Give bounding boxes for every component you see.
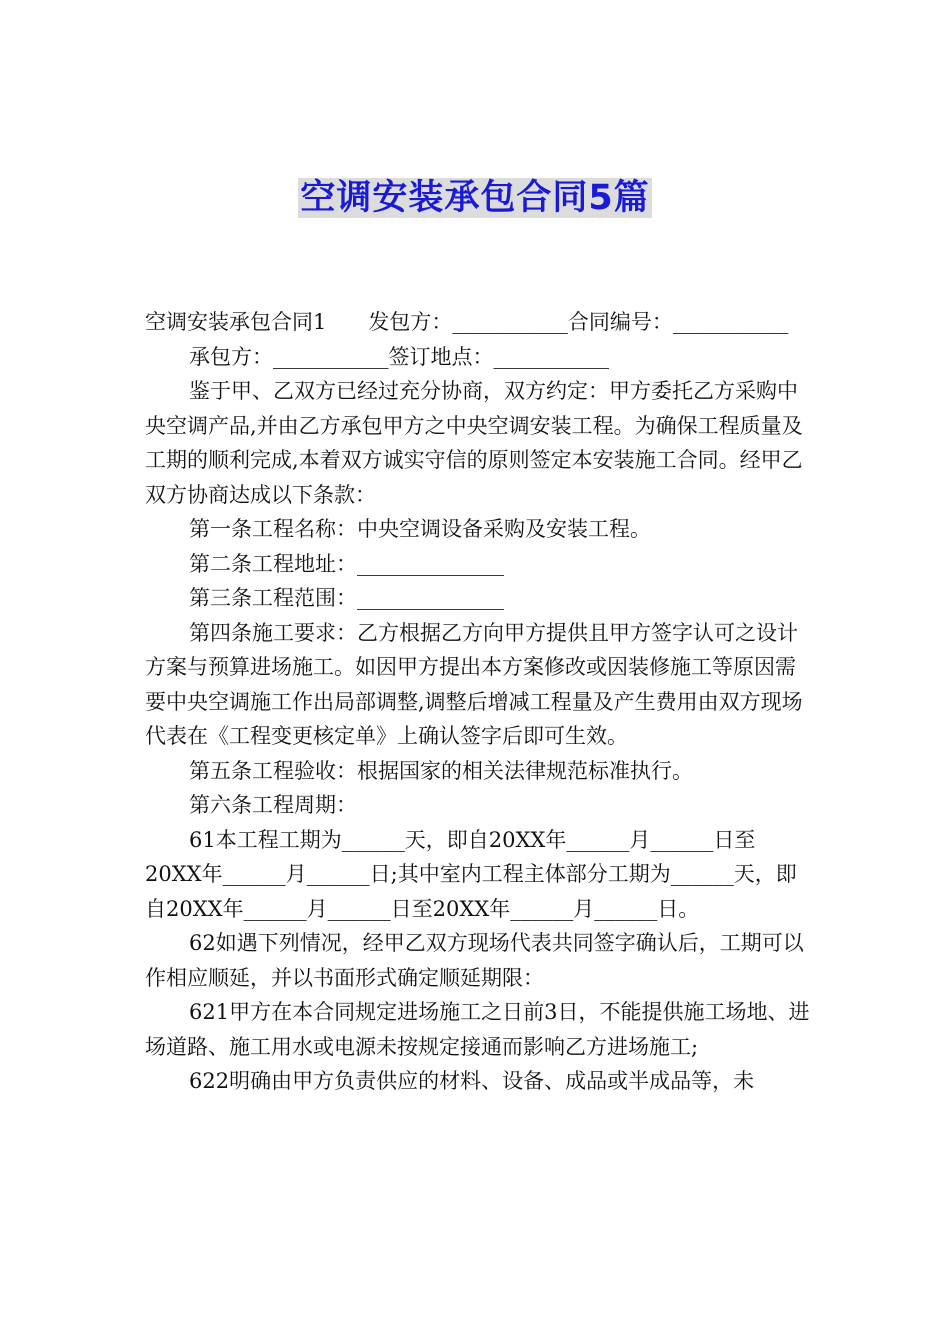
paragraph: 621甲方在本合同规定进场施工之日前3日，不能提供施工场地、进场道路、施工用水或电源未按规定接通而影响乙方进场施工; <box>145 1000 810 1059</box>
document-body <box>145 305 810 1099</box>
paragraph: 第二条工程地址：______________ <box>189 551 504 576</box>
paragraph: 第一条工程名称：中央空调设备采购及安装工程。 <box>189 517 651 541</box>
document-title-container <box>0 170 950 220</box>
paragraph: 62如遇下列情况，经甲乙双方现场代表共同签字确认后，工期可以作相应顺延，并以书面形式确定顺延期限： <box>145 931 804 990</box>
paragraph: 空调安装承包合同1 发包方：___________合同编号：___________ <box>145 310 789 334</box>
paragraph: 第四条施工要求：乙方根据乙方向甲方提供且甲方签字认可之设计方案与预算进场施工。如因甲方提出本方案修改或因装修施工等原因需要中央空调施工作出局部调整,调整后增减工程量及产生费用由双方现场代表在《工程变更核定单》上确认签字后即可生效。 <box>145 620 803 748</box>
paragraph: 61本工程工期为______天，即自20XX年______月______日至20XX年______月______日;其中室内工程主体部分工期为______天，即自20XX年______月______日至20XX年______月______日。 <box>145 827 797 921</box>
paragraph: 第五条工程验收：根据国家的相关法律规范标准执行。 <box>189 758 693 783</box>
paragraph: 622明确由甲方负责供应的材料、设备、成品或半成品等，未 <box>189 1069 755 1093</box>
paragraph: 第六条工程周期： <box>189 793 357 817</box>
document-title: 空调安装承包合同5篇 <box>300 178 650 218</box>
paragraph: 鉴于甲、乙双方已经过充分协商，双方约定：甲方委托乙方采购中央空调产品,并由乙方承包甲方之中央空调安装工程。为确保工程质量及工期的顺利完成,本着双方诚实守信的原则签定本安装施工合同。经甲乙双方协商达成以下条款： <box>145 379 803 507</box>
paragraph: 第三条工程范围：______________ <box>189 586 504 610</box>
paragraph: 承包方：___________签订地点：___________ <box>189 344 609 369</box>
